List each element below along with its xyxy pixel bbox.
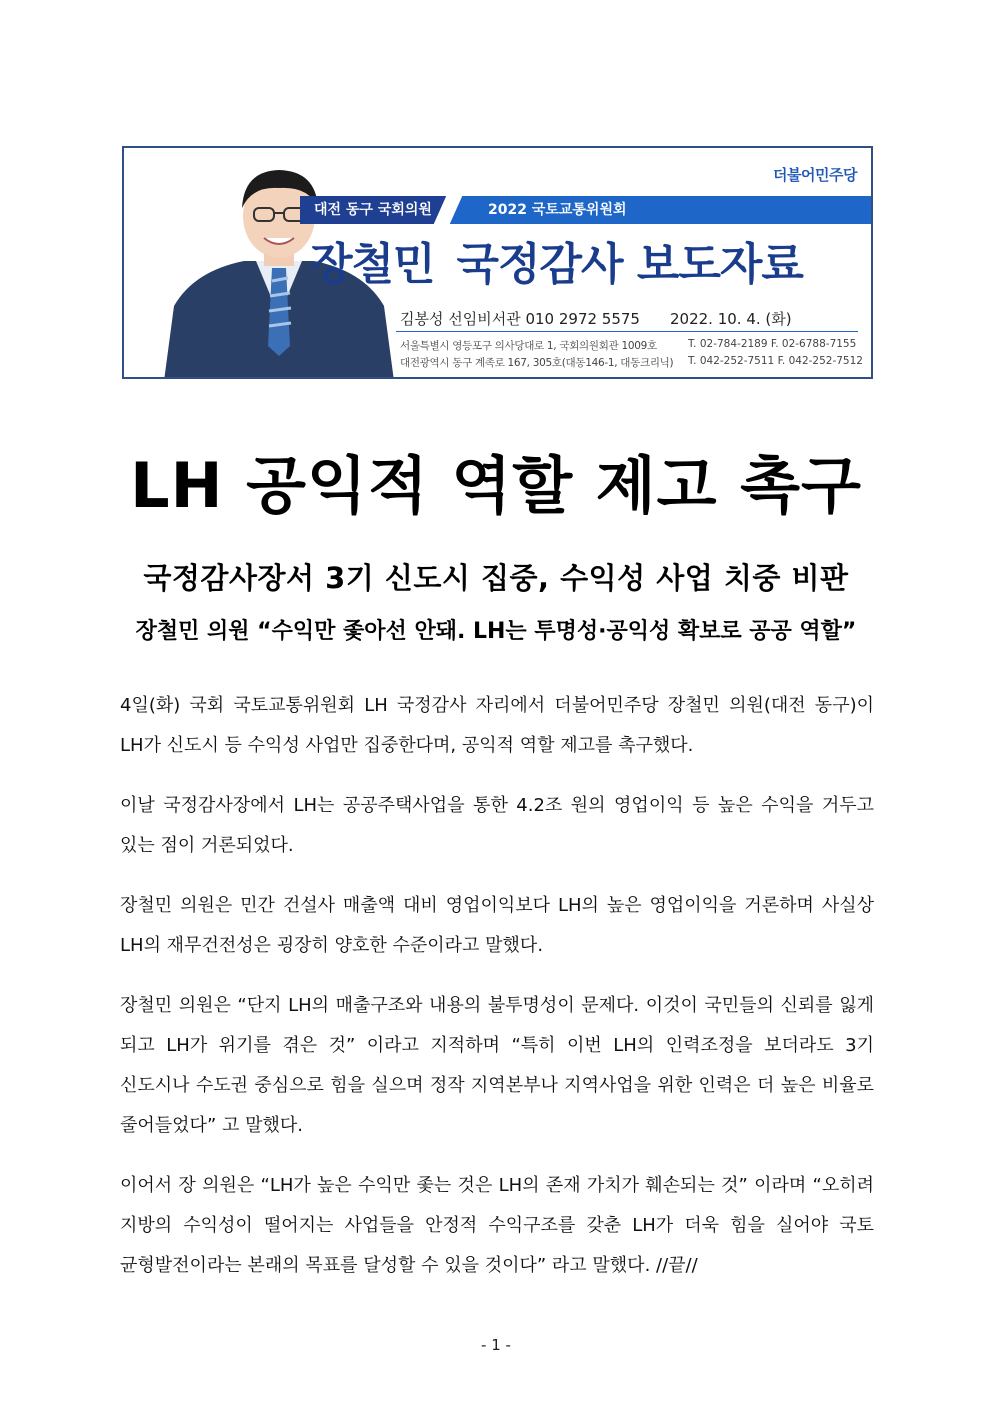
banner-title [310,228,803,292]
banner-divider [396,331,858,332]
page-number: - 1 - [481,1336,511,1354]
committee-tag: 2022 국토교통위원회 [446,196,873,224]
press-release-banner [122,146,873,379]
body-paragraph: 이어서 장 의원은 “LH가 높은 수익만 좇는 것은 LH의 존재 가치가 훼손되는 것” 이라며 “오히려 지방의 수익성이 떨어지는 사업들을 안정적 수익구조를 갖춘 LH가 더욱 힘을 실어야 국토 균형발전이라는 본래의 목표를 달성할 수 있을 것이다” 라고 말했다. //끝// [120,1175,874,1276]
role-tag: 대전 동구 국회의원 [300,196,446,224]
party-logo: 더불어민주당 [773,166,857,184]
contact-line [400,308,792,329]
body-paragraph: 이날 국정감사장에서 LH는 공공주택사업을 통한 4.2조 원의 영업이익 등 높은 수익을 거두고 있는 점이 거론되었다. [120,795,874,856]
body-paragraph: 장철민 의원은 민간 건설사 매출액 대비 영업이익보다 LH의 높은 영업이익을 거론하며 사실상 LH의 재무건전성은 굉장히 양호한 수준이라고 말했다. [120,895,874,956]
phone-daejeon: T. 042-252-7511 F. 042-252-7512 [688,355,863,367]
subheadline-1: 국정감사장서 3기 신도시 집중, 수익성 사업 치중 비판 [143,561,849,595]
address-seoul: 서울특별시 영등포구 의사당대로 1, 국회의원회관 1009호 [400,340,657,352]
headline: LH 공익적 역할 제고 촉구 [130,449,862,522]
phone-seoul: T. 02-784-2189 F. 02-6788-7155 [688,338,857,350]
subheadline-2: 장철민 의원 “수익만 좇아선 안돼. LH는 투명성·공익성 확보로 공공 역할” [135,619,857,644]
release-date: 2022. 10. 4. (화) [669,310,792,328]
lawmaker-name: 장철민 [310,239,435,290]
release-title: 국정감사 보도자료 [456,239,803,290]
body-paragraph: 장철민 의원은 “단지 LH의 매출구조와 내용의 불투명성이 문제다. 이것이 국민들의 신뢰를 잃게 되고 LH가 위기를 겪은 것” 이라고 지적하며 “특히 이번 LH의 인력조정을 보더라도 3기 신도시나 수도권 중심으로 힘을 실으며 정작 지역본부나 지역사업을 위한 인력은 더 높은 비율로 줄어들었다” 고 말했다. [120,995,874,1136]
body-paragraph: 4일(화) 국회 국토교통위원회 LH 국정감사 자리에서 더불어민주당 장철민 의원(대전 동구)이 LH가 신도시 등 수익성 사업만 집중한다며, 공익적 역할 제고를 촉구했다. [120,695,874,756]
banner-strip [300,196,873,224]
contact-person: 김봉성 선임비서관 010 2972 5575 [400,310,640,328]
address-daejeon: 대전광역시 동구 계족로 167, 305호(대동146-1, 대동크리닉) [400,357,674,369]
